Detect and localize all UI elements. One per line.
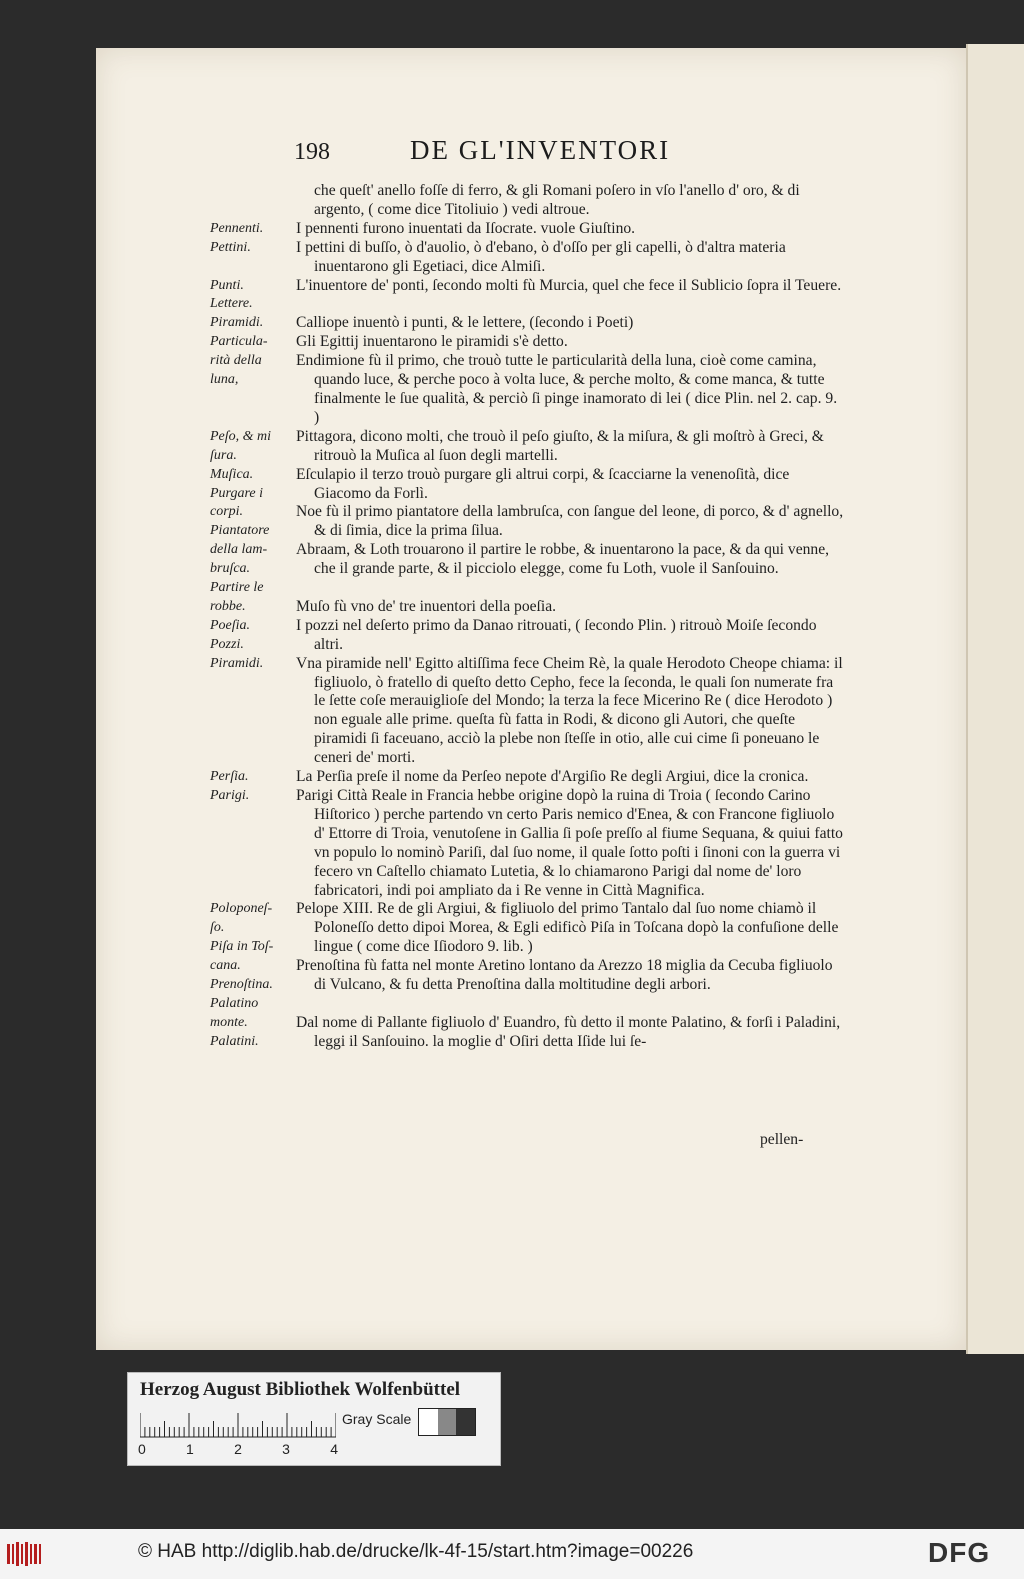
entry-text: I pennenti furono inuentati da Iſocrate. vuole Giuſtino. [296,219,636,237]
margin-note: Piramidi. [210,315,264,331]
text-entry [210,787,846,900]
margin-note: corpi. Piantatore [210,504,270,539]
ruler-number: 1 [186,1441,194,1457]
text-entry [210,428,846,466]
text-entry [210,182,846,220]
entry-text: Gli Egittij inuentarono le piramidi s'è detto. [296,333,568,351]
entry-text: L'inuentore de' ponti, ſecondo molti fù Murcia, quel che fece il Sublicio ſopra il Teuere. [296,276,842,294]
margin-note: Poeſia. Pozzi. [210,617,251,652]
footer-url: © HAB http://diglib.hab.de/drucke/lk-4f-15/start.htm?image=00226 [138,1541,694,1562]
text-entry [210,466,846,504]
ruler-number: 0 [138,1441,146,1457]
entry-text: Endimione fù il primo, che trouò tutte le particularità della luna, cioè come camina, quando luce, & perche poco à volta luce, & perche molto, & come manca, & tutte finalmente le ſue qualità, & perciò ſi pinge inamorato di lei ( dice Plin. nel 2. cap. 9. ) [296,352,838,426]
page-number: 198 [294,139,330,165]
text-entry [210,503,846,541]
margin-note: robbe. [210,598,246,614]
margin-note: Particula- [210,334,268,350]
page-header [294,135,734,169]
entry-text: Pelope XIII. Re de gli Argiui, & figliuolo del primo Tantalo dal ſuo nome chiamò il Poloneſſo detto dipoi Morea, & Egli edificò Piſa in Toſcana dopò la confuſione delle lingue ( come dice Iſiodoro 9. lib. ) [296,900,839,956]
facing-page-edge [966,44,1024,1354]
footer-bar [0,1529,1024,1579]
ruler-number: 3 [282,1441,290,1457]
entry-text: Parigi Città Reale in Francia hebbe origine dopò la ruina di Troia ( ſecondo Carino Hiſtorico ) perche partendo vn certo Paris nemico d'Enea, & con Francone figliuolo d' Ettorre di Troia, venutoſene in Gallia ſi poſe preſſo al fiume Sequana, & quiui fatto vn populo lo nominò Pariſi, dal ſuo nome, il quale ſotto poſti i ſinoni con la guerra vi fecero vn Caſtello chiamato Lutetia, & lo chiamarono Parigi dal nome de' loro fabricatori, indi poi ampliato da i Re venne in Città Magnifica. [296,787,843,899]
text-entry [210,655,846,768]
text-entry [210,352,846,428]
body-text [210,182,846,1052]
margin-note: Poloponeſ- ſo. Piſa in Toſ- [210,901,274,955]
text-entry [210,220,846,239]
grayscale-swatch [418,1408,476,1436]
margin-note: Perſia. [210,769,249,785]
text-entry [210,900,846,957]
ruler-scale [140,1411,336,1439]
margin-note [210,182,296,220]
margin-note: rità della luna, [210,353,262,388]
entry-text: Muſo fù vno de' tre inuentori della poeſia. [296,597,557,615]
text-entry [210,333,846,352]
entry-text: Calliope inuentò i punti, & le lettere, (ſecondo i Poeti) [296,314,634,332]
text-entry [210,768,846,787]
ruler-number: 4 [330,1441,338,1457]
library-name: Herzog August Bibliothek Wolfenbüttel [140,1379,461,1400]
text-entry [210,957,846,1014]
margin-note: cana. Prenoſtina. Palatino [210,958,273,1011]
catchword: pellen- [760,1131,804,1148]
margin-note: Punti. Lettere. [210,277,253,312]
entry-text: Noe fù il primo piantatore della lambruſca, con ſangue del leone, di porco, & d' agnello, & di ſimia, dice la prima ſilua. [296,503,844,540]
text-entry [210,1014,846,1052]
hab-logo-icon [6,1541,46,1567]
margin-note: della lam- bruſca. Partire le [210,542,268,596]
entry-text: Abraam, & Loth trouarono il partire le robbe, & inuentarono la pace, & da qui venne, che il grande parte, & il picciolo elegge, come fu Loth, vuole il Sanſouino. [296,541,830,578]
entry-text: Prenoſtina fù fatta nel monte Aretino lontano da Arezzo 18 miglia da Cecuba figliuolo di Vulcano, & fu detta Prenoſtina dalla moltitudine degli arbori. [296,957,833,994]
text-entry [210,617,846,655]
entry-text: I pozzi nel deſerto primo da Danao ritrouati, ( ſecondo Plin. ) ritrouò Moiſe ſecondo altri. [296,616,817,653]
margin-note: Piramidi. [210,655,264,671]
grayscale-label: Gray Scale [342,1411,412,1427]
dfg-logo: DFG [928,1537,991,1568]
margin-note: monte. Palatini. [210,1014,259,1049]
entry-text: Eſculapio il terzo trouò purgare gli altrui corpi, & ſcacciarne la venenoſità, dice Giacomo da Forlì. [296,465,790,502]
margin-note: Pettini. [210,239,251,255]
entry-text: Dal nome di Pallante figliuolo d' Euandro, fù detto il monte Palatino, & forſi i Paladini, leggi il Sanſouino. la moglie d' Oſiri detta Iſide lui ſe- [296,1013,841,1050]
running-title: DE GL'INVENTORI [410,135,671,165]
text-entry [210,277,846,315]
entry-text: Pittagora, dicono molti, che trouò il peſo giuſto, & la miſura, & gli moſtrò à Greci, & ritrouò la Muſica al ſuon degli martelli. [296,427,824,464]
margin-note: Peſo, & mi ſura. [210,428,272,463]
ruler-number: 2 [234,1441,242,1457]
entry-text: Vna piramide nell' Egitto altiſſima fece Cheim Rè, la quale Herodoto Cheope chiama: il figliuolo, ò fratello di queſto detto Cepho, fece la ſeconda, le quali ſon numerate fra le ſette coſe merauiglioſe del Mondo; la terza la fece Micerino Re ( dice Herodoto ) non eguale alle prime. queſta fù fatta in Rodi, & dicono gli Autori, che queſte piramidi ſi faceuano, acciò la plebe non ſteſſe in otio, alle cui cime ſi poneuano le ceneri de' morti. [296,654,843,767]
text-entry [210,239,846,277]
entry-text: I pettini di buſſo, ò d'auolio, ò d'ebano, ò d'oſſo per gli capelli, ò d'altra materia inuentarono gli Egetiaci, dice Almiſi. [296,238,786,275]
entry-text: La Perſia preſe il nome da Perſeo nepote d'Argiſio Re degli Argiui, dice la cronica. [296,768,809,786]
margin-note: Pennenti. [210,220,264,236]
text-entry [210,598,846,617]
entry-text: che queſt' anello foſſe di ferro, & gli Romani poſero in vſo l'anello d' oro, & di argento, ( come dice Titoliuio ) vedi altroue. [314,182,800,218]
ruler-numbers [138,1441,338,1457]
margin-note: Muſica. Purgare i [210,466,264,501]
text-entry [210,541,846,598]
margin-note: Parigi. [210,788,250,803]
color-scale-card [127,1372,501,1466]
text-entry [210,314,846,333]
